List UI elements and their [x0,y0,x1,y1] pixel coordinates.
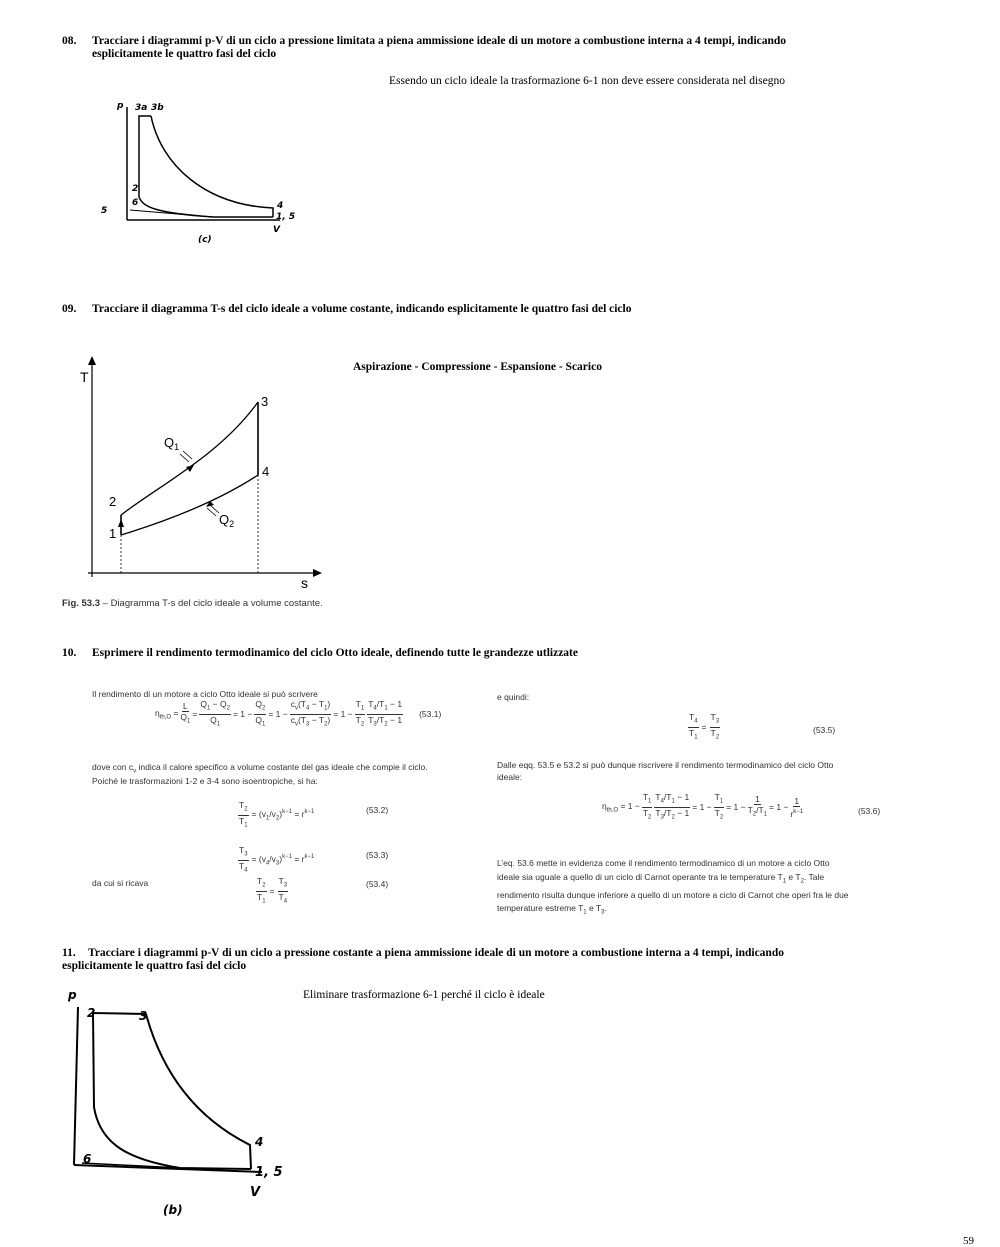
pv-diagram-08 [95,95,315,245]
question-text: Tracciare i diagrammi p-V di un ciclo a pressione costante a piena ammissione ideale di un motore a combustione interna a 4 tempi, indicando [88,947,784,959]
question-number: 11. [62,947,76,959]
left-paragraph-cv: dove con $c_v$ indica il calore specifico a volume costante del gas ideale che compie il ciclo. [92,762,428,775]
point-label-6: 6 [132,198,139,208]
figure-caption-text: – Diagramma T-s del ciclo ideale a volume costante. [100,598,323,609]
equation-number-53-1: (53.1) [419,709,442,720]
question-number: 08. [62,35,77,47]
point-label-4: 4 [277,201,284,211]
right-p2-d: temperature estreme T [497,903,584,914]
ts-diagram-09 [70,355,350,605]
page-number: 59 [963,1235,974,1247]
side-label-5: 5 [101,206,108,216]
point-label-1-5: 1, 5 [255,1165,283,1180]
question-text-continued: esplicitamente le quattro fasi del ciclo [62,960,247,972]
question-number: 10. [62,647,77,659]
answer-note-11: Eliminare trasformazione 6-1 perché il ciclo è ideale [303,989,545,1001]
figure-caption-c: (c) [198,235,212,245]
question-09 [62,303,631,316]
question-text-continued: esplicitamente le quattro fasi del ciclo [92,48,277,60]
pv-diagram-11 [60,985,320,1225]
equation-number-53-3: (53.3) [366,850,389,860]
question-11 [62,947,784,973]
figure-caption-53-3 [62,598,323,609]
equation-number-53-4: (53.4) [366,879,389,889]
axis-label-p: p [117,101,124,111]
heat-label-q2: $Q_2$ [219,512,235,529]
equation-number-53-2: (53.2) [366,805,389,815]
axis-label-s: s [301,575,308,591]
right-p2-b: ideale sia uguale a quello di un ciclo di Carnot operante tra le temperature T [497,871,783,882]
right-paragraph-2: L’eq. 53.6 mette in evidenza come il rendimento termodinamico di un motore a ciclo Otto ideale sia uguale a quello di un ciclo di Carnot operante tra le temperature $T_1$ e $T_2$. Tale rendimento risulta dunque inferiore a quello di un motore a ciclo di Carnot che operi fra le due temperature estreme $T_1$ e $T_3$. [497,858,849,916]
equation-53-4: $\frac{T_2}{T_1}$ = $\frac{T_3}{T_4}$ [257,876,288,905]
point-label-1: 1 [109,526,117,541]
cv-text-a: dove con c [92,762,134,772]
question-10 [62,647,578,660]
left-ricava: da cui si ricava [92,878,149,888]
answer-phases-09: Aspirazione - Compressione - Espansione - Scarico [353,361,602,373]
equation-53-6: $\eta_{th,O} = 1$ − $\frac{T_1}{T_2}$ $\frac{T_4/T_1 - 1}{T_3/T_2 - 1}$ = 1 − $\frac{T_1}{T_2}$ = 1 − $\frac{1}{T_2/T_1}$ = 1 − $\frac{1}{r^{k-1}}$ [602,792,804,821]
point-label-2: 2 [109,494,117,509]
right-p1-a: Dalle eqq. 53.5 e 53.2 si può dunque riscrivere il rendimento termodinamico del ciclo Otto [497,760,834,770]
point-label-4: 4 [255,1135,264,1149]
point-label-3b: 3b [151,103,164,113]
question-text: Tracciare i diagrammi p-V di un ciclo a pressione limitata a piena ammissione ideale di un motore a combustione interna a 4 tempi, indicando [92,35,787,47]
heat-label-q1: $Q_1$ [164,435,180,452]
question-text: Tracciare il diagramma T-s del ciclo ideale a volume costante, indicando esplicitamente le quattro fasi del ciclo [92,303,632,315]
axis-label-v: V [273,225,280,235]
figure-caption-b: (b) [163,1203,183,1217]
answer-note-08: Essendo un ciclo ideale la trasformazione 6-1 non deve essere considerata nel disegno [389,75,785,87]
equation-53-5: $\frac{T_4}{T_1}$ = $\frac{T_3}{T_2}$ [689,712,720,741]
axis-label-v: V [250,1185,261,1200]
axis-label-t: T [80,369,89,385]
equation-53-1: $\eta_{th,O}$ = $\frac{L}{Q_1}$ = $\frac{Q_1 - Q_2}{Q_1}$ = 1 − $\frac{Q_2}{Q_1}$ = 1 − $\frac{c_v(T_4 - T_1)}{c_v(T_3 - T_2)}$ = 1 − $\frac{T_1}{T_2}$ $\frac{T_4/T_1 - 1}{T_3/T_2 - 1}$ (53.1) [155,699,442,728]
equation-53-2: $\frac{T_2}{T_1}$ = $(v_1/v_2)^{k-1} = r^{k-1}$ [239,800,315,829]
right-p2-c: rendimento risulta dunque inferiore a quello di un motore a ciclo di Carnot che operi fra le due [497,889,849,900]
question-text: Esprimere il rendimento termodinamico del ciclo Otto ideale, definendo tutte le grandezze utlizzate [92,647,578,659]
equation-number-53-5: (53.5) [813,725,836,735]
right-p1-b: ideale: [497,772,523,782]
equation-53-3: $\frac{T_3}{T_4}$ = $(v_4/v_3)^{k-1} = r^{k-1}$ [239,845,315,874]
point-label-2: 2 [87,1006,96,1020]
figure-caption-label: Fig. 53.3 [62,598,101,609]
equation-number-53-6: (53.6) [858,806,881,816]
left-intro: Il rendimento di un motore a ciclo Otto ideale si può scrivere [92,689,318,699]
point-label-3a: 3a [135,103,148,113]
left-paragraph-isentropic: Poiché le trasformazioni 1-2 e 3-4 sono isoentropiche, si ha: [92,776,318,786]
point-label-1-5: 1, 5 [276,212,296,222]
right-p2-a: L’eq. 53.6 mette in evidenza come il rendimento termodinamico di un motore a ciclo Otto [497,858,830,868]
cv-text-b: indica il calore specifico a volume costante del gas ideale che compie il ciclo. [136,762,428,772]
question-number: 09. [62,303,77,315]
axis-label-p: p [68,988,77,1002]
point-label-3: 3 [139,1009,148,1023]
right-paragraph-1 [497,759,833,783]
point-label-2: 2 [132,184,139,194]
right-equindi: e quindi: [497,692,530,702]
point-label-6: 6 [83,1152,92,1166]
point-label-4: 4 [262,464,270,479]
question-08 [62,35,786,61]
point-label-3: 3 [261,394,269,409]
